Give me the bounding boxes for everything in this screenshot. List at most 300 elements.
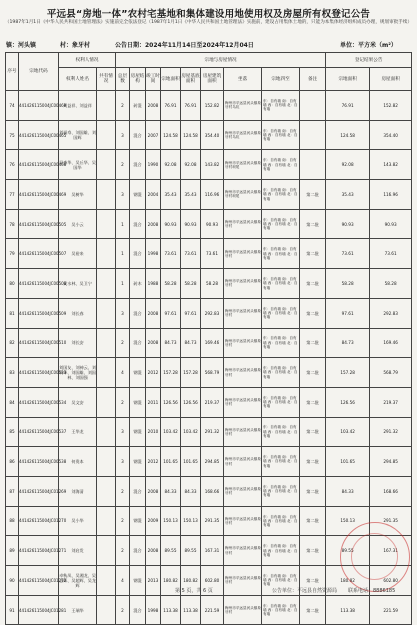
cell-boundary: 东：自有墙 南：自有墙 西：自有墙 北：自有墙 bbox=[262, 91, 300, 121]
cell-code: 441426115004JC00505 bbox=[19, 209, 59, 239]
cell-reg-land: 103.42 bbox=[326, 417, 370, 447]
cell-build-area: 73.61 bbox=[201, 239, 224, 269]
table-row bbox=[6, 506, 412, 536]
cell-code: 441426115004JC00508 bbox=[19, 269, 59, 299]
cell-land-area: 92.08 bbox=[161, 150, 181, 180]
cell-code: 441426115004JC01272 bbox=[19, 566, 59, 596]
cell-year: 2012 bbox=[146, 358, 161, 388]
cell-base-area: 126.56 bbox=[181, 387, 201, 417]
cell-base-area: 103.42 bbox=[181, 417, 201, 447]
cell-floors: 2 bbox=[116, 387, 130, 417]
cell-reg-land: 73.61 bbox=[326, 239, 370, 269]
cell-year: 1998 bbox=[146, 239, 161, 269]
cell-structure: 混合 bbox=[130, 209, 146, 239]
cell-co-owner bbox=[97, 358, 116, 388]
cell-remark bbox=[300, 120, 326, 150]
cell-floors: 4 bbox=[116, 358, 130, 388]
cell-code: 441426115004JC01281 bbox=[19, 595, 59, 625]
cell-structure: 钢混 bbox=[130, 387, 146, 417]
cell-structure: 混合 bbox=[130, 150, 146, 180]
table-row bbox=[6, 387, 412, 417]
cell-land-area: 84.73 bbox=[161, 328, 181, 358]
cell-year: 2010 bbox=[146, 417, 161, 447]
cell-location: 梅州市平远县河头镇象牙村坝尾 bbox=[224, 180, 262, 210]
cell-reg-land: 84.33 bbox=[326, 476, 370, 506]
cell-remark: 第二批 bbox=[300, 209, 326, 239]
cell-co-owner bbox=[97, 150, 116, 180]
cell-boundary: 东：自有墙 南：自有墙 西：自有墙 北：自有墙 bbox=[262, 298, 300, 328]
cell-floors: 3 bbox=[116, 298, 130, 328]
cell-land-area: 76.91 bbox=[161, 91, 181, 121]
cell-base-area: 76.91 bbox=[181, 91, 201, 121]
cell-reg-land: 89.55 bbox=[326, 536, 370, 566]
cell-seq: 78 bbox=[6, 209, 19, 239]
registration-table bbox=[5, 52, 412, 625]
cell-seq: 74 bbox=[6, 91, 19, 121]
cell-year: 2012 bbox=[146, 447, 161, 477]
cell-boundary: 东：自有墙 南：自有墙 西：自有墙 北：自有墙 bbox=[262, 506, 300, 536]
cell-boundary: 东：自有墙 南：自有墙 西：自有墙 北：自有墙 bbox=[262, 209, 300, 239]
cell-owner: 吴森华、吴丘华、吴国华 bbox=[59, 150, 97, 180]
cell-owner: 刘长安 bbox=[59, 328, 97, 358]
cell-location: 梅州市平远县河头镇象牙村 bbox=[224, 239, 262, 269]
cell-remark: 第二批 bbox=[300, 595, 326, 625]
cell-year: 2009 bbox=[146, 506, 161, 536]
cell-build-area: 58.28 bbox=[201, 269, 224, 299]
cell-co-owner bbox=[97, 536, 116, 566]
cell-year: 2008 bbox=[146, 91, 161, 121]
cell-remark: 第二批 bbox=[300, 417, 326, 447]
cell-reg-build: 294.85 bbox=[370, 447, 412, 477]
cell-year: 1998 bbox=[146, 595, 161, 625]
cell-code: 441426115004JC00533 bbox=[19, 358, 59, 388]
cell-structure: 砖混 bbox=[130, 91, 146, 121]
cell-floors: 2 bbox=[116, 476, 130, 506]
cell-code: 441426115004JC00509 bbox=[19, 298, 59, 328]
cell-reg-land: 150.13 bbox=[326, 506, 370, 536]
cell-seq: 80 bbox=[6, 269, 19, 299]
cell-co-owner bbox=[97, 476, 116, 506]
cell-location: 梅州市平远县河头镇象牙村乌坑 bbox=[224, 120, 262, 150]
cell-reg-land: 126.56 bbox=[326, 387, 370, 417]
page-number: 第 5 页，共 6 页 bbox=[175, 588, 213, 594]
cell-structure: 混合 bbox=[130, 298, 146, 328]
cell-floors: 3 bbox=[116, 447, 130, 477]
cell-co-owner bbox=[97, 595, 116, 625]
cell-reg-land: 124.58 bbox=[326, 120, 370, 150]
table-row bbox=[6, 239, 412, 269]
cell-code: 441426115004JC00534 bbox=[19, 387, 59, 417]
cell-co-owner bbox=[97, 180, 116, 210]
cell-floors: 1 bbox=[116, 269, 130, 299]
cell-seq: 76 bbox=[6, 150, 19, 180]
cell-seq: 90 bbox=[6, 566, 19, 596]
cell-floors: 3 bbox=[116, 120, 130, 150]
village-label: 村：象牙村 bbox=[60, 42, 91, 49]
cell-structure: 混合 bbox=[130, 536, 146, 566]
col-co-owner: 共有情况 bbox=[97, 68, 116, 91]
cell-co-owner bbox=[97, 387, 116, 417]
cell-land-area: 84.33 bbox=[161, 476, 181, 506]
col-floors: 总层数 bbox=[116, 68, 130, 91]
cell-year: 2008 bbox=[146, 298, 161, 328]
cell-structure: 混合 bbox=[130, 239, 146, 269]
cell-remark: 第二批 bbox=[300, 269, 326, 299]
cell-floors: 2 bbox=[116, 328, 130, 358]
cell-co-owner bbox=[97, 120, 116, 150]
cell-base-area: 157.28 bbox=[181, 358, 201, 388]
cell-co-owner bbox=[97, 239, 116, 269]
cell-floors: 3 bbox=[116, 417, 130, 447]
cell-base-area: 35.43 bbox=[181, 180, 201, 210]
cell-location: 梅州市平远县河头镇象牙村 bbox=[224, 209, 262, 239]
cell-floors: 3 bbox=[116, 180, 130, 210]
cell-co-owner bbox=[97, 298, 116, 328]
cell-build-area: 169.46 bbox=[201, 328, 224, 358]
cell-owner: 吴文安 bbox=[59, 387, 97, 417]
cell-floors: 1 bbox=[116, 239, 130, 269]
cell-reg-build: 291.35 bbox=[370, 506, 412, 536]
cell-build-area: 116.96 bbox=[201, 180, 224, 210]
cell-seq: 89 bbox=[6, 536, 19, 566]
cell-owner: 刘国友、刘神云、刘明华、刘国雄、刘国林、刘国强 bbox=[59, 358, 97, 388]
cell-reg-build: 152.82 bbox=[370, 91, 412, 121]
cell-build-area: 291.32 bbox=[201, 417, 224, 447]
cell-base-area: 124.58 bbox=[181, 120, 201, 150]
cell-location: 梅州市平远县河头镇象牙村 bbox=[224, 566, 262, 596]
cell-reg-build: 58.28 bbox=[370, 269, 412, 299]
cell-structure: 钢混 bbox=[130, 447, 146, 477]
cell-build-area: 90.93 bbox=[201, 209, 224, 239]
cell-reg-build: 116.96 bbox=[370, 180, 412, 210]
cell-owner: 吴小华 bbox=[59, 506, 97, 536]
cell-owner: 吴水林、吴卫宁 bbox=[59, 269, 97, 299]
col-reg-land: 宗地面积 bbox=[326, 68, 370, 91]
cell-seq: 88 bbox=[6, 506, 19, 536]
cell-boundary: 东：自有墙 南：自有墙 西：自有墙 北：自有墙 bbox=[262, 447, 300, 477]
table-row bbox=[6, 91, 412, 121]
cell-seq: 79 bbox=[6, 239, 19, 269]
cell-owner: 刘海清 bbox=[59, 476, 97, 506]
cell-boundary: 东：自有墙 南：自有墙 西：自有墙 北：自有墙 bbox=[262, 595, 300, 625]
cell-floors: 2 bbox=[116, 506, 130, 536]
cell-co-owner bbox=[97, 209, 116, 239]
cell-base-area: 58.28 bbox=[181, 269, 201, 299]
cell-base-area: 90.93 bbox=[181, 209, 201, 239]
cell-reg-build: 169.46 bbox=[370, 328, 412, 358]
cell-year: 2004 bbox=[146, 180, 161, 210]
cell-land-area: 103.42 bbox=[161, 417, 181, 447]
table-row bbox=[6, 328, 412, 358]
cell-reg-build: 291.32 bbox=[370, 417, 412, 447]
cell-build-area: 167.31 bbox=[201, 536, 224, 566]
cell-remark: 第二批 bbox=[300, 387, 326, 417]
cell-remark: 第二批 bbox=[300, 536, 326, 566]
col-land-group: 宗地与房屋情况 bbox=[116, 53, 326, 68]
cell-floors: 2 bbox=[116, 150, 130, 180]
cell-land-area: 124.58 bbox=[161, 120, 181, 150]
cell-boundary: 东：自有墙 南：自有墙 西：自有墙 北：自有墙 bbox=[262, 150, 300, 180]
cell-base-area: 84.33 bbox=[181, 476, 201, 506]
cell-land-area: 101.65 bbox=[161, 447, 181, 477]
cell-location: 梅州市平远县河头镇象牙村 bbox=[224, 269, 262, 299]
cell-owner: 卓秋凤、吴湘龙、吴志辉、吴超辉、吴龙辉 bbox=[59, 566, 97, 596]
cell-reg-build: 143.82 bbox=[370, 150, 412, 180]
table-row bbox=[6, 150, 412, 180]
cell-reg-build: 568.79 bbox=[370, 358, 412, 388]
table-row bbox=[6, 269, 412, 299]
cell-boundary: 东：自有墙 南：自有墙 西：自有墙 北：自有墙 bbox=[262, 328, 300, 358]
cell-structure: 砖木 bbox=[130, 269, 146, 299]
cell-floors: 4 bbox=[116, 566, 130, 596]
cell-code: 441426115004JC01270 bbox=[19, 506, 59, 536]
town-label: 镇：河头镇 bbox=[6, 42, 37, 49]
cell-location: 梅州市平远县河头镇象牙村 bbox=[224, 387, 262, 417]
cell-reg-land: 113.38 bbox=[326, 595, 370, 625]
cell-reg-land: 58.28 bbox=[326, 269, 370, 299]
cell-reg-build: 73.61 bbox=[370, 239, 412, 269]
cell-base-area: 97.61 bbox=[181, 298, 201, 328]
cell-seq: 91 bbox=[6, 595, 19, 625]
cell-reg-land: 157.28 bbox=[326, 358, 370, 388]
cell-location: 梅州市平远县河头镇象牙村 bbox=[224, 595, 262, 625]
cell-reg-build: 354.40 bbox=[370, 120, 412, 150]
cell-co-owner bbox=[97, 506, 116, 536]
cell-reg-build: 292.83 bbox=[370, 298, 412, 328]
table-row bbox=[6, 447, 412, 477]
cell-seq: 84 bbox=[6, 387, 19, 417]
cell-base-area: 113.38 bbox=[181, 595, 201, 625]
notice-subtitle: （1987年1月1日《中华人民共和国土地管理法》实施前完全依法登记（1987年1月1日《中华人民共和国土地管理法》实施前，建设占用集体土地的，只能为本集体经济组织成员办理，规划审批手续） bbox=[4, 20, 413, 25]
cell-reg-build: 221.59 bbox=[370, 595, 412, 625]
cell-reg-build: 167.31 bbox=[370, 536, 412, 566]
cell-co-owner bbox=[97, 269, 116, 299]
cell-seq: 85 bbox=[6, 417, 19, 447]
cell-land-area: 157.28 bbox=[161, 358, 181, 388]
cell-co-owner bbox=[97, 417, 116, 447]
cell-boundary: 东：自有墙 南：自有墙 西：自有墙 北：自有墙 bbox=[262, 358, 300, 388]
cell-reg-land: 35.43 bbox=[326, 180, 370, 210]
cell-build-area: 143.82 bbox=[201, 150, 224, 180]
cell-floors: 2 bbox=[116, 595, 130, 625]
cell-build-area: 152.82 bbox=[201, 91, 224, 121]
table-row bbox=[6, 536, 412, 566]
cell-remark bbox=[300, 91, 326, 121]
cell-year: 2008 bbox=[146, 209, 161, 239]
cell-seq: 81 bbox=[6, 298, 19, 328]
cell-seq: 77 bbox=[6, 180, 19, 210]
cell-boundary: 东：自有墙 南：自有墙 西：自有墙 北：自有墙 bbox=[262, 239, 300, 269]
cell-location: 梅州市平远县河头镇象牙村 bbox=[224, 358, 262, 388]
col-year: 竣工时间 bbox=[146, 68, 161, 91]
cell-structure: 钢混 bbox=[130, 358, 146, 388]
cell-structure: 混合 bbox=[130, 476, 146, 506]
cell-owner: 王华龙 bbox=[59, 417, 97, 447]
cell-year: 1988 bbox=[146, 269, 161, 299]
cell-seq: 87 bbox=[6, 476, 19, 506]
cell-reg-build: 168.66 bbox=[370, 476, 412, 506]
cell-reg-land: 180.82 bbox=[326, 566, 370, 596]
cell-land-area: 35.43 bbox=[161, 180, 181, 210]
cell-boundary: 东：自有墙 南：自有墙 西：自有墙 北：自有墙 bbox=[262, 566, 300, 596]
cell-owner: 刘益祥、刘益祥 bbox=[59, 91, 97, 121]
cell-seq: 86 bbox=[6, 447, 19, 477]
cell-location: 梅州市平远县河头镇象牙村坝尾 bbox=[224, 150, 262, 180]
cell-land-area: 73.61 bbox=[161, 239, 181, 269]
cell-structure: 混合 bbox=[130, 595, 146, 625]
col-reg-build: 房屋面积 bbox=[370, 68, 412, 91]
cell-location: 梅州市平远县河头镇象牙村 bbox=[224, 298, 262, 328]
col-reg-group: 登记结果公告 bbox=[326, 53, 412, 68]
cell-reg-land: 92.08 bbox=[326, 150, 370, 180]
cell-remark bbox=[300, 150, 326, 180]
cell-floors: 2 bbox=[116, 536, 130, 566]
cell-build-area: 219.37 bbox=[201, 387, 224, 417]
cell-code: 441426115004JC00469 bbox=[19, 91, 59, 121]
col-base-area: 房屋基底面积 bbox=[181, 68, 201, 91]
cell-base-area: 84.73 bbox=[181, 328, 201, 358]
notice-period: 公告日期：2024年11月14日至2024年12月04日 bbox=[115, 42, 254, 49]
cell-structure: 混合 bbox=[130, 328, 146, 358]
cell-code: 441426115004JC01269 bbox=[19, 476, 59, 506]
table-row bbox=[6, 298, 412, 328]
cell-code: 441426115004JC00507 bbox=[19, 239, 59, 269]
cell-build-area: 168.66 bbox=[201, 476, 224, 506]
cell-code: 441426115004JC00510 bbox=[19, 328, 59, 358]
cell-reg-land: 90.93 bbox=[326, 209, 370, 239]
cell-owner: 刘启发 bbox=[59, 536, 97, 566]
cell-reg-build: 602.80 bbox=[370, 566, 412, 596]
cell-location: 梅州市平远县河头镇象牙村 bbox=[224, 417, 262, 447]
cell-boundary: 东：自有墙 南：自有墙 西：自有墙 北：自有墙 bbox=[262, 536, 300, 566]
cell-code: 441426115004JC01271 bbox=[19, 536, 59, 566]
cell-location: 梅州市平远县河头镇象牙村乌坑 bbox=[224, 91, 262, 121]
col-structure: 房屋结构 bbox=[130, 68, 146, 91]
table-row bbox=[6, 417, 412, 447]
cell-land-area: 97.61 bbox=[161, 298, 181, 328]
cell-reg-build: 219.37 bbox=[370, 387, 412, 417]
cell-land-area: 126.56 bbox=[161, 387, 181, 417]
col-code: 宗地代码 bbox=[19, 53, 59, 91]
cell-reg-land: 101.65 bbox=[326, 447, 370, 477]
cell-build-area: 292.83 bbox=[201, 298, 224, 328]
cell-remark: 第二批 bbox=[300, 566, 326, 596]
table-row bbox=[6, 476, 412, 506]
cell-land-area: 150.13 bbox=[161, 506, 181, 536]
cell-boundary: 东：自有墙 南：自有墙 西：自有墙 北：自有墙 bbox=[262, 417, 300, 447]
cell-boundary: 东：自有墙 南：自有墙 西：自有墙 北：自有墙 bbox=[262, 476, 300, 506]
cell-land-area: 180.82 bbox=[161, 566, 181, 596]
cell-year: 2008 bbox=[146, 536, 161, 566]
cell-land-area: 58.28 bbox=[161, 269, 181, 299]
cell-location: 梅州市平远县河头镇象牙村 bbox=[224, 506, 262, 536]
cell-structure: 钢混 bbox=[130, 417, 146, 447]
cell-reg-land: 84.73 bbox=[326, 328, 370, 358]
cell-seq: 82 bbox=[6, 328, 19, 358]
cell-remark: 第二批 bbox=[300, 358, 326, 388]
table-row bbox=[6, 120, 412, 150]
cell-build-area: 354.40 bbox=[201, 120, 224, 150]
table-row bbox=[6, 358, 412, 388]
table-row bbox=[6, 209, 412, 239]
col-location: 坐落 bbox=[224, 68, 262, 91]
col-boundary: 宗地四至 bbox=[262, 68, 300, 91]
cell-code: 441426115004JC00538 bbox=[19, 447, 59, 477]
cell-build-area: 221.59 bbox=[201, 595, 224, 625]
cell-location: 梅州市平远县河头镇象牙村 bbox=[224, 536, 262, 566]
unit-label: 单位：平方米（m²） bbox=[340, 42, 397, 49]
cell-build-area: 294.85 bbox=[201, 447, 224, 477]
table-row bbox=[6, 595, 412, 625]
cell-code: 441426115004JC00537 bbox=[19, 417, 59, 447]
col-rights-group: 权利人情况 bbox=[59, 53, 116, 68]
cell-owner: 王瑞华 bbox=[59, 595, 97, 625]
cell-seq: 83 bbox=[6, 358, 19, 388]
cell-remark: 第二批 bbox=[300, 328, 326, 358]
cell-year: 2008 bbox=[146, 476, 161, 506]
cell-reg-build: 90.93 bbox=[370, 209, 412, 239]
cell-build-area: 602.80 bbox=[201, 566, 224, 596]
cell-year: 2013 bbox=[146, 566, 161, 596]
cell-structure: 钢混 bbox=[130, 180, 146, 210]
cell-co-owner bbox=[97, 91, 116, 121]
contact-label: 联系电话：8886185 bbox=[348, 588, 396, 594]
cell-land-area: 90.93 bbox=[161, 209, 181, 239]
cell-structure: 混合 bbox=[130, 120, 146, 150]
cell-code: 441426115004JC00468 bbox=[19, 150, 59, 180]
issuer-label: 公告单位：平远县自然资源局 bbox=[272, 588, 338, 594]
cell-floors: 2 bbox=[116, 91, 130, 121]
cell-location: 梅州市平远县河头镇象牙村 bbox=[224, 476, 262, 506]
cell-base-area: 101.65 bbox=[181, 447, 201, 477]
cell-land-area: 113.38 bbox=[161, 595, 181, 625]
cell-owner: 吴小云 bbox=[59, 209, 97, 239]
col-seq: 序号 bbox=[6, 53, 19, 91]
cell-owner: 刘福寿、刘国雄、刘国辉 bbox=[59, 120, 97, 150]
cell-structure: 钢混 bbox=[130, 566, 146, 596]
table-row bbox=[6, 180, 412, 210]
col-land-area: 宗地面积 bbox=[161, 68, 181, 91]
cell-owner: 刘长春 bbox=[59, 298, 97, 328]
cell-co-owner bbox=[97, 328, 116, 358]
col-build-area: 房屋建筑面积 bbox=[201, 68, 224, 91]
cell-reg-land: 97.61 bbox=[326, 298, 370, 328]
cell-remark: 第二批 bbox=[300, 298, 326, 328]
cell-build-area: 291.35 bbox=[201, 506, 224, 536]
cell-base-area: 73.61 bbox=[181, 239, 201, 269]
cell-location: 梅州市平远县河头镇象牙村 bbox=[224, 447, 262, 477]
cell-boundary: 东：自有墙 南：自有墙 西：自有墙 北：自有墙 bbox=[262, 387, 300, 417]
cell-year: 2011 bbox=[146, 387, 161, 417]
cell-boundary: 东：自有墙 南：自有墙 西：自有墙 北：自有墙 bbox=[262, 269, 300, 299]
cell-year: 2008 bbox=[146, 328, 161, 358]
col-remark: 备注 bbox=[300, 68, 326, 91]
cell-remark: 第二批 bbox=[300, 239, 326, 269]
cell-boundary: 东：自有墙 南：自有墙 西：自有墙 北：自有墙 bbox=[262, 180, 300, 210]
cell-boundary: 东：自有墙 南：自有墙 西：自有墙 北：自有墙 bbox=[262, 120, 300, 150]
cell-co-owner bbox=[97, 566, 116, 596]
cell-year: 2007 bbox=[146, 120, 161, 150]
notice-title: 平远县“房地一体”农村宅基地和集体建设用地使用权及房屋所有权登记公告 bbox=[46, 9, 371, 20]
cell-base-area: 150.13 bbox=[181, 506, 201, 536]
cell-land-area: 89.55 bbox=[161, 536, 181, 566]
cell-code: 441426115004JC00465 bbox=[19, 120, 59, 150]
cell-seq: 75 bbox=[6, 120, 19, 150]
cell-owner: 吴树华 bbox=[59, 180, 97, 210]
cell-owner: 何贵本 bbox=[59, 447, 97, 477]
cell-remark: 第二批 bbox=[300, 506, 326, 536]
cell-build-area: 568.79 bbox=[201, 358, 224, 388]
